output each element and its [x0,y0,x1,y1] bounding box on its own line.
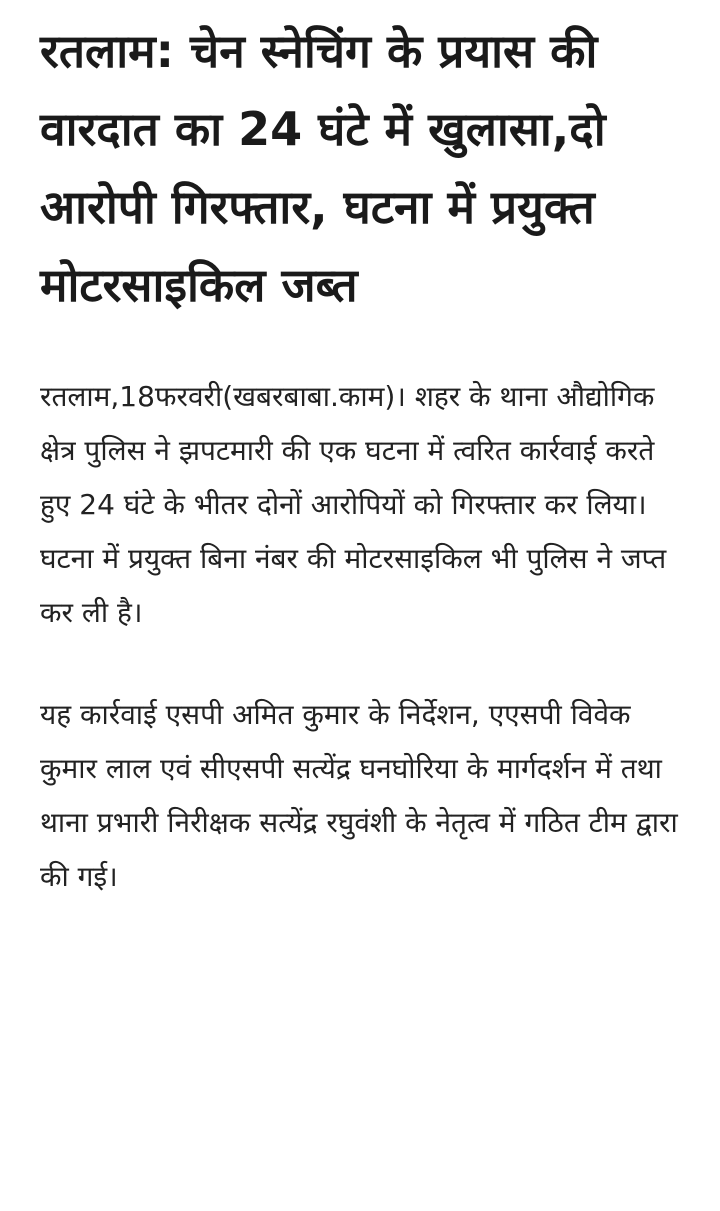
article-headline: रतलाम: चेन स्नेचिंग के प्रयास की वारदात का 24 घंटे में खुलासा,दो आरोपी गिरफ्तार, घटना में प्रयुक्त मोटरसाइकिल जब्त [40,24,606,312]
article-paragraph-1: रतलाम,18फरवरी(खबरबाबा.काम)। शहर के थाना औद्योगिक क्षेत्र पुलिस ने झपटमारी की एक घटना में त्वरित कार्रवाई करते हुए 24 घंटे के भीतर दोनों आरोपियों को गिरफ्तार कर लिया। घटना में प्रयुक्त बिना नंबर की मोटरसाइकिल भी पुलिस ने जप्त कर ली है। [40,380,667,629]
article-paragraph-2: यह कार्रवाई एसपी अमित कुमार के निर्देशन, एएसपी विवेक कुमार लाल एवं सीएसपी सत्येंद्र घनघोरिया के मार्गदर्शन में तथा थाना प्रभारी निरीक्षक सत्येंद्र रघुवंशी के नेतृत्व में गठित टीम द्वारा की गई। [40,698,678,893]
news-article [40,12,685,904]
